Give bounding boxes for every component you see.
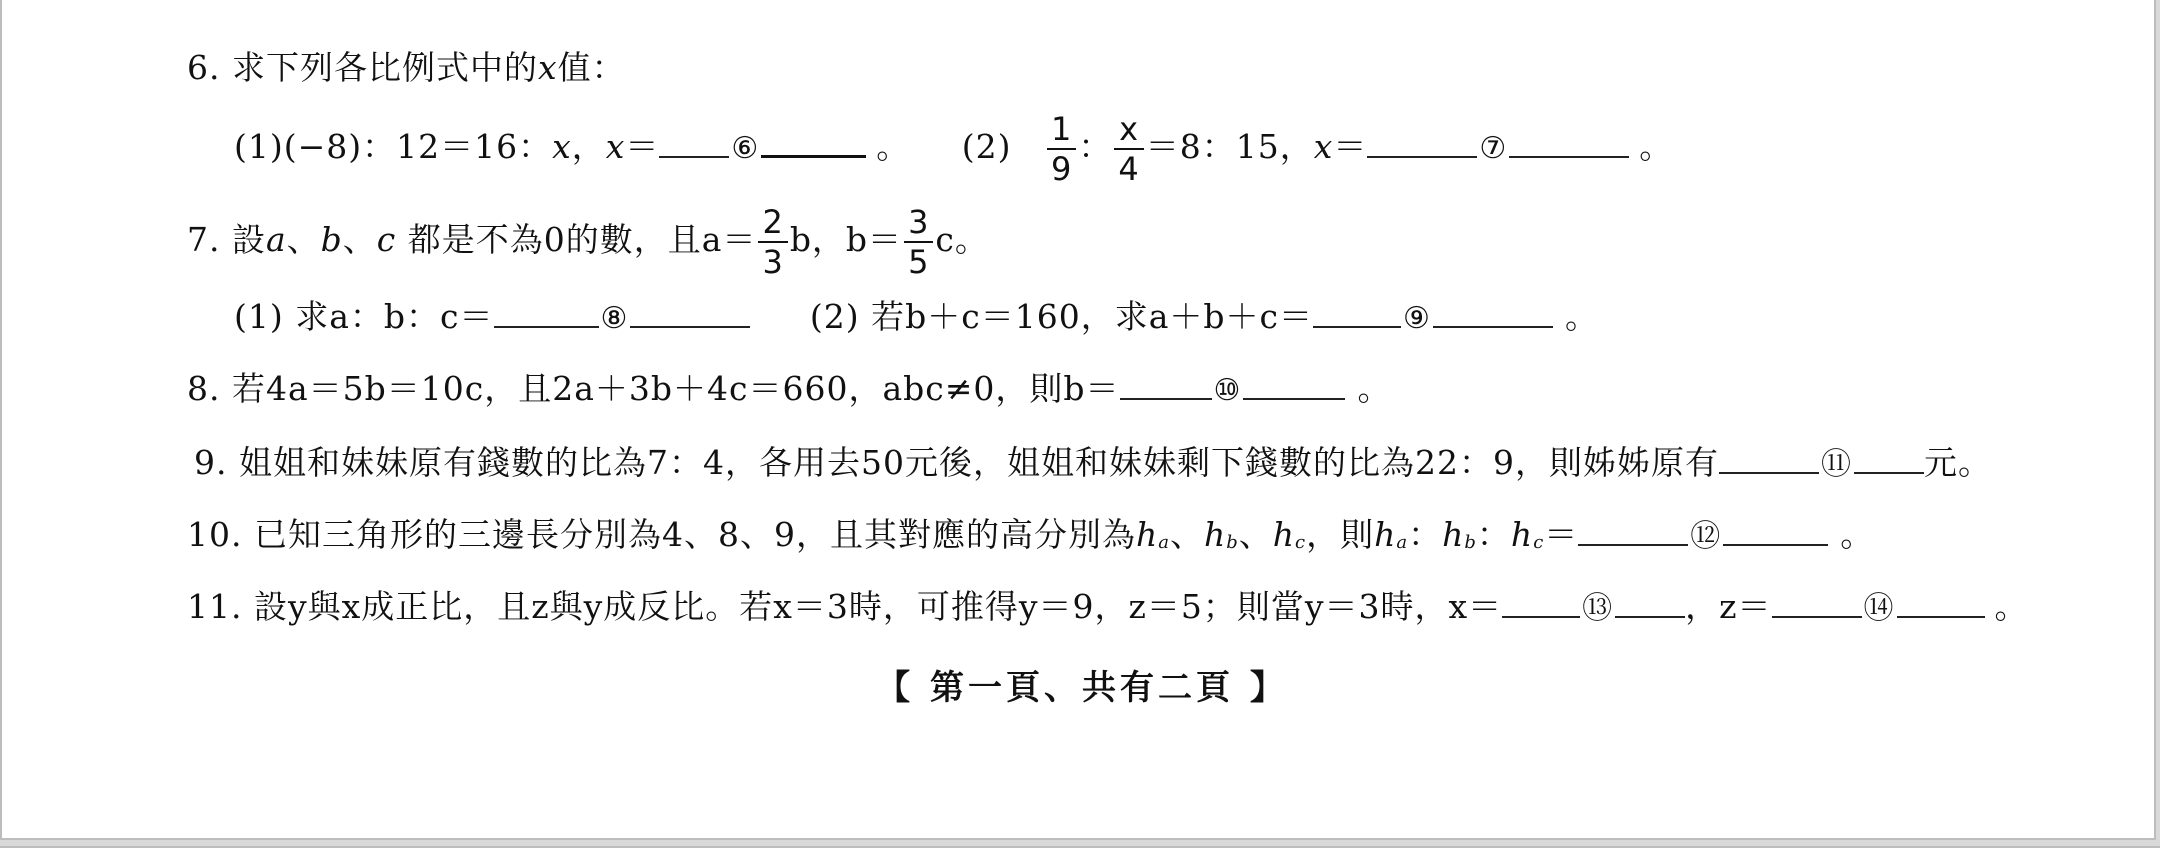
answer-blank[interactable] — [494, 296, 599, 328]
answer-marker-12: ⑫ — [1690, 519, 1722, 554]
answer-blank[interactable] — [1120, 368, 1212, 400]
q6-stem-end: 值： — [557, 48, 626, 87]
answer-blank[interactable] — [1367, 126, 1477, 158]
answer-marker-13: ⑬ — [1582, 591, 1614, 626]
fraction-1-9: $\frac{1}{9}$ — [1045, 110, 1078, 188]
answer-blank[interactable] — [659, 126, 729, 158]
q9: 9. 姐姐和妹妹原有錢數的比為7：4，各用去50元後，姐姐和妹妹剩下錢數的比為22：9，則姊姊原有 ⑪ 元。 — [194, 442, 1992, 482]
answer-blank[interactable] — [1243, 368, 1345, 400]
q6-p2-colon: ： — [1078, 127, 1113, 166]
q9-text: 9. 姐姐和妹妹原有錢數的比為7：4，各用去50元後，姐姐和妹妹剩下錢數的比為22：9，則姊姊原有 — [194, 443, 1719, 482]
q10-text: 10. 已知三角形的三邊長分別為4、8、9，且其對應的高分別為 — [187, 515, 1136, 554]
answer-blank[interactable] — [1615, 586, 1685, 618]
q6-p1-x: x — [552, 127, 572, 166]
answer-blank[interactable] — [1897, 586, 1985, 618]
answer-blank[interactable] — [1723, 514, 1828, 546]
fraction-x-4: $\frac{x}{4}$ — [1112, 110, 1145, 188]
answer-blank[interactable] — [1509, 126, 1629, 158]
answer-blank[interactable] — [761, 125, 866, 158]
q6-var-x: x — [537, 48, 558, 87]
answer-marker-11: ⑪ — [1820, 447, 1852, 482]
answer-marker-9: ⑨ — [1403, 301, 1431, 336]
q8-text: 8. 若4a＝5b＝10c，且2a＋3b＋4c＝660，abc≠0，則b＝ — [187, 369, 1120, 408]
q6-p2-x: x — [1313, 127, 1334, 166]
answer-blank[interactable] — [1772, 586, 1862, 618]
q6-p1-x2: x — [605, 127, 626, 166]
q10: 10. 已知三角形的三邊長分別為4、8、9，且其對應的高分別為ha、hb、hc，則ha：hb：hc＝ ⑫ 。 — [187, 514, 1874, 554]
q7-var-a: a — [265, 220, 287, 259]
q7-p1-text: (1) 求a：b：c＝ — [234, 297, 494, 336]
fraction-2-3: $\frac{2}{3}$ — [756, 203, 789, 281]
q7-parts: (1) 求a：b：c＝ ⑧ (2) 若b＋c＝160，求a＋b＋c＝ ⑨ 。 — [234, 296, 1599, 336]
q7-stem: 7. 設a、b、c 都是不為0的數，且a＝ $\frac{2}{3}$ b，b＝ $\frac{3}{5}$ c。 — [187, 203, 989, 281]
answer-blank[interactable] — [630, 296, 750, 328]
next-page-edge — [0, 846, 2160, 858]
q11: 11. 設y與x成正比，且z與y成反比。若x＝3時，可推得y＝9，z＝5；則當y＝3時，x＝ ⑬ ，z＝ ⑭ 。 — [187, 586, 2029, 626]
answer-blank[interactable] — [1854, 442, 1924, 474]
q6-p2-label: (2) — [961, 127, 1012, 166]
q6-p1-text: (1)(−8)：12＝16： — [234, 127, 553, 166]
q6-p1-eq: ＝ — [625, 127, 660, 166]
answer-blank[interactable] — [1313, 296, 1401, 328]
answer-marker-7: ⑦ — [1479, 131, 1508, 166]
page-footer: 【 第一頁、共有二頁 】 — [876, 668, 1288, 708]
q6-p2-end: 。 — [1639, 127, 1674, 166]
answer-marker-6: ⑥ — [731, 131, 760, 166]
q6-parts — [234, 110, 1674, 188]
q7-var-c: c — [376, 220, 397, 259]
answer-marker-10: ⑩ — [1213, 373, 1242, 408]
answer-blank[interactable] — [1719, 442, 1819, 474]
answer-marker-14: ⑭ — [1863, 591, 1895, 626]
q6-stem-text: 6. 求下列各比例式中的 — [187, 48, 538, 87]
answer-marker-8: ⑧ — [600, 301, 629, 336]
q7-p2-text: (2) 若b＋c＝160，求a＋b＋c＝ — [809, 297, 1314, 336]
q6-p1-end: 。 — [876, 127, 911, 166]
q6-p1-comma: ， — [571, 127, 606, 166]
answer-blank[interactable] — [1502, 586, 1580, 618]
q6-p2-eq: ＝ — [1333, 127, 1368, 166]
q11-text: 11. 設y與x成正比，且z與y成反比。若x＝3時，可推得y＝9，z＝5；則當y＝3時，x＝ — [187, 587, 1503, 626]
answer-blank[interactable] — [1433, 296, 1553, 328]
fraction-3-5: $\frac{3}{5}$ — [902, 203, 935, 281]
q8: 8. 若4a＝5b＝10c，且2a＋3b＋4c＝660，abc≠0，則b＝ ⑩ 。 — [187, 368, 1391, 408]
q6-p2-text: ＝8：15， — [1145, 127, 1314, 166]
q7-var-b: b — [320, 220, 343, 259]
q6-stem — [187, 48, 626, 88]
answer-blank[interactable] — [1578, 514, 1688, 546]
